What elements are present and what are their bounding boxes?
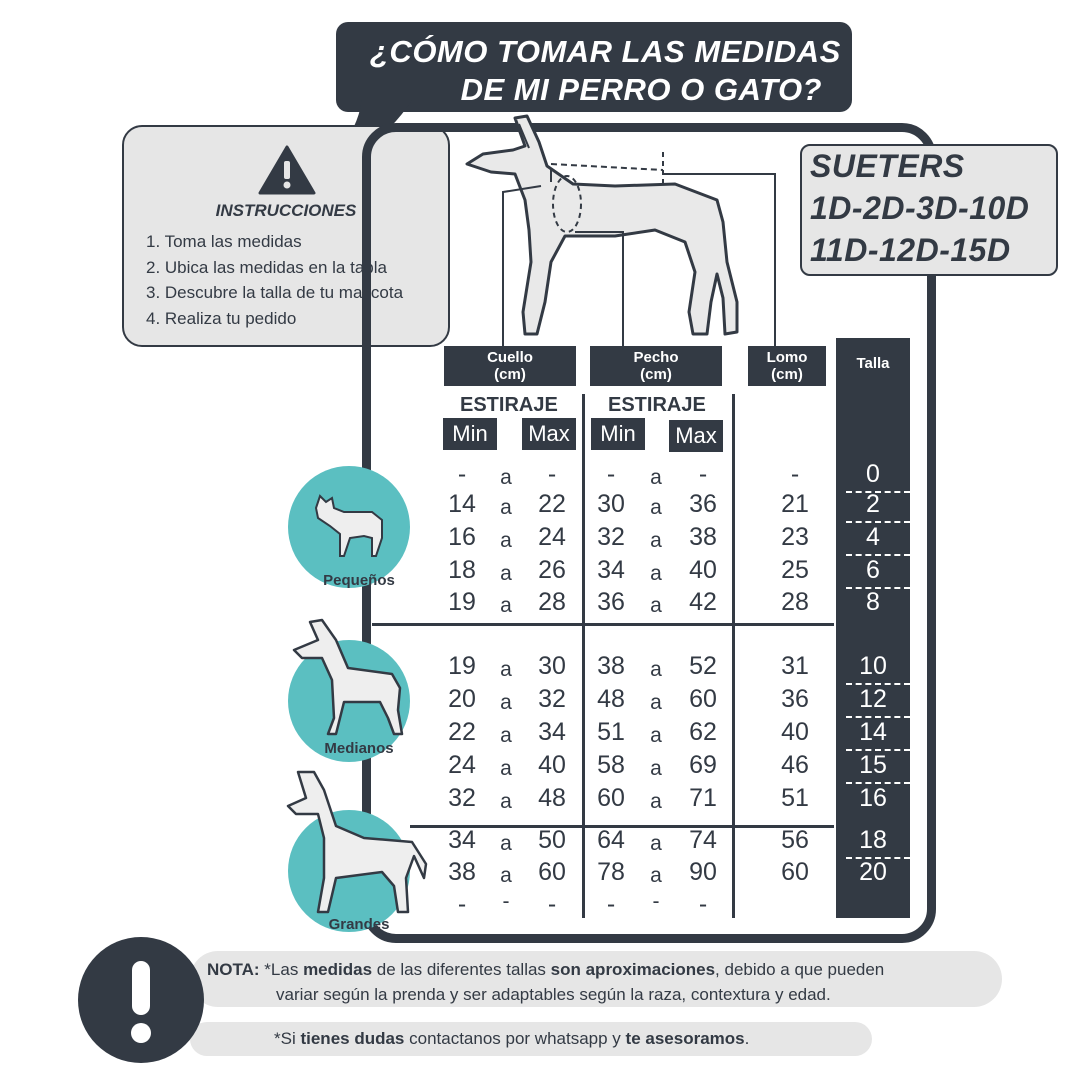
- instructions-heading: INSTRUCCIONES: [215, 201, 357, 220]
- header-cuello-unit: (cm): [494, 366, 526, 383]
- range-separator: a: [500, 724, 512, 747]
- note-text: Las: [270, 960, 304, 979]
- note-bold: son aproximaciones: [550, 960, 716, 979]
- note-text: .: [744, 1029, 750, 1048]
- range-separator: a: [500, 562, 512, 585]
- range-separator: a: [650, 496, 662, 519]
- cell-pecho-max: -: [698, 890, 708, 918]
- range-separator: a: [650, 562, 662, 585]
- category-grandes-label: Grandes: [328, 916, 390, 933]
- page-title-line1: ¿CÓMO TOMAR LAS MEDIDAS: [370, 34, 841, 69]
- cell-lomo: 23: [781, 523, 809, 551]
- instruction-step: 3. Descubre la talla de tu mascota: [146, 283, 404, 302]
- note-star: *: [264, 960, 271, 979]
- cell-cuello-min: 38: [448, 858, 476, 886]
- cell-cuello-min: 16: [448, 523, 476, 551]
- range-separator: a: [500, 529, 512, 552]
- cell-talla: 20: [859, 858, 887, 886]
- cuello-min-label: Min: [443, 418, 497, 450]
- cell-cuello-max: 40: [538, 751, 566, 779]
- cell-lomo: 28: [781, 588, 809, 616]
- range-separator: a: [500, 594, 512, 617]
- cell-cuello-min: 32: [448, 784, 476, 812]
- product-models-1: 1D-2D-3D-10D: [810, 190, 1030, 226]
- header-pecho-name: Pecho: [633, 349, 679, 366]
- page-title-line2: DE MI PERRO O GATO?: [460, 72, 822, 107]
- cell-lomo: 21: [781, 490, 809, 518]
- cell-cuello-max: -: [547, 890, 557, 918]
- range-separator: a: [650, 757, 662, 780]
- cell-talla: 2: [866, 490, 880, 518]
- cell-pecho-min: 38: [597, 652, 625, 680]
- header-lomo: [748, 346, 826, 386]
- cell-pecho-max: 69: [689, 751, 717, 779]
- cell-pecho-min: 30: [597, 490, 625, 518]
- cell-cuello-max: 22: [538, 490, 566, 518]
- product-name: SUETERS: [810, 148, 965, 184]
- cell-lomo: 51: [781, 784, 809, 812]
- divider-pecho-lomo: [732, 394, 735, 918]
- note-label: NOTA:: [207, 960, 260, 979]
- cell-cuello-min: 24: [448, 751, 476, 779]
- divider-pequenos-medianos: [372, 623, 834, 626]
- cell-talla: 4: [866, 523, 880, 551]
- cell-lomo: 60: [781, 858, 809, 886]
- cell-pecho-max: -: [698, 460, 708, 488]
- cell-cuello-min: 14: [448, 490, 476, 518]
- cell-pecho-max: 90: [689, 858, 717, 886]
- cell-talla: 15: [859, 751, 887, 779]
- divider-cuello-pecho: [582, 394, 585, 918]
- pecho-max-label: Max: [669, 420, 723, 452]
- range-separator: a: [500, 864, 512, 887]
- exclamation-icon: [78, 937, 204, 1063]
- cell-pecho-min: 60: [597, 784, 625, 812]
- medium-dog-icon: [288, 618, 416, 740]
- category-pequenos-label: Pequeños: [323, 572, 395, 589]
- cell-cuello-min: -: [457, 890, 467, 918]
- cell-pecho-min: 32: [597, 523, 625, 551]
- header-lomo-unit: (cm): [771, 366, 803, 383]
- cell-lomo: 56: [781, 826, 809, 854]
- cell-pecho-max: 36: [689, 490, 717, 518]
- cell-talla: 16: [859, 784, 887, 812]
- range-separator: a: [500, 757, 512, 780]
- cell-cuello-min: 19: [448, 588, 476, 616]
- cell-pecho-min: 48: [597, 685, 625, 713]
- cell-pecho-max: 74: [689, 826, 717, 854]
- cell-pecho-min: 51: [597, 718, 625, 746]
- cell-cuello-max: 32: [538, 685, 566, 713]
- instruction-step: 1. Toma las medidas: [146, 232, 302, 251]
- range-separator: a: [650, 864, 662, 887]
- title-bubble: [336, 22, 852, 112]
- cell-pecho-max: 38: [689, 523, 717, 551]
- range-separator: a: [650, 832, 662, 855]
- cell-cuello-max: 26: [538, 556, 566, 584]
- cell-cuello-min: 19: [448, 652, 476, 680]
- range-separator: -: [652, 890, 660, 913]
- cell-pecho-min: 64: [597, 826, 625, 854]
- small-dog-icon: [310, 490, 390, 566]
- cell-talla: 14: [859, 718, 887, 746]
- cell-talla: 8: [866, 588, 880, 616]
- cell-cuello-max: 30: [538, 652, 566, 680]
- header-pecho-unit: (cm): [640, 366, 672, 383]
- cell-talla: 0: [866, 460, 880, 488]
- cell-pecho-min: 58: [597, 751, 625, 779]
- cuello-max-label: Max: [522, 418, 576, 450]
- cell-cuello-min: 34: [448, 826, 476, 854]
- range-separator: a: [500, 496, 512, 519]
- cell-pecho-max: 71: [689, 784, 717, 812]
- cell-lomo: 31: [781, 652, 809, 680]
- cell-pecho-max: 60: [689, 685, 717, 713]
- range-separator: -: [502, 890, 510, 913]
- note-bold: medidas: [303, 960, 373, 979]
- cuello-estiraje: ESTIRAJE: [460, 394, 558, 416]
- cell-talla: 10: [859, 652, 887, 680]
- cell-cuello-max: 24: [538, 523, 566, 551]
- range-separator: a: [650, 691, 662, 714]
- header-cuello: [444, 346, 576, 386]
- range-separator: a: [500, 691, 512, 714]
- note-line2: variar según la prenda y ser adaptables según la raza, contextura y edad.: [276, 985, 831, 1004]
- note-text: contactanos por whatsapp y: [404, 1029, 626, 1048]
- range-separator: a: [650, 724, 662, 747]
- range-separator: a: [650, 658, 662, 681]
- pecho-min-label: Min: [591, 418, 645, 450]
- range-separator: a: [650, 790, 662, 813]
- cell-pecho-min: -: [606, 890, 616, 918]
- cell-pecho-max: 52: [689, 652, 717, 680]
- cell-lomo: -: [790, 460, 800, 488]
- pecho-estiraje: ESTIRAJE: [608, 394, 706, 416]
- range-separator: a: [650, 466, 662, 489]
- note-text: *Si: [274, 1029, 301, 1048]
- cell-cuello-max: 34: [538, 718, 566, 746]
- category-medianos-label: Medianos: [324, 740, 394, 757]
- range-separator: a: [500, 832, 512, 855]
- cell-talla: 18: [859, 826, 887, 854]
- note-text: de las diferentes tallas: [372, 960, 551, 979]
- note-bold: tienes dudas: [300, 1029, 405, 1048]
- cell-cuello-min: 18: [448, 556, 476, 584]
- cell-lomo: 36: [781, 685, 809, 713]
- note-bold: te asesoramos: [625, 1029, 745, 1048]
- note-text: , debido a que pueden: [715, 960, 885, 979]
- cell-cuello-min: -: [457, 460, 467, 488]
- cell-pecho-min: 34: [597, 556, 625, 584]
- cell-cuello-min: 20: [448, 685, 476, 713]
- cell-pecho-max: 42: [689, 588, 717, 616]
- cell-cuello-max: 48: [538, 784, 566, 812]
- cell-pecho-min: -: [606, 460, 616, 488]
- range-separator: a: [500, 658, 512, 681]
- cell-cuello-max: 28: [538, 588, 566, 616]
- header-pecho: [590, 346, 722, 386]
- cell-pecho-max: 62: [689, 718, 717, 746]
- warning-icon: [258, 145, 316, 195]
- cell-lomo: 25: [781, 556, 809, 584]
- instruction-step: 4. Realiza tu pedido: [146, 308, 297, 328]
- cell-talla: 6: [866, 556, 880, 584]
- product-box: [800, 144, 1058, 276]
- cell-cuello-max: 50: [538, 826, 566, 854]
- dog-measure-icon: [455, 112, 795, 352]
- cell-pecho-max: 40: [689, 556, 717, 584]
- header-cuello-name: Cuello: [487, 349, 533, 366]
- product-models-2: 11D-12D-15D: [810, 232, 1011, 268]
- note-line3: [274, 1029, 749, 1049]
- instruction-step: 2. Ubica las medidas en la tabla: [146, 257, 387, 277]
- cell-pecho-min: 36: [597, 588, 625, 616]
- range-separator: a: [650, 594, 662, 617]
- cell-cuello-max: -: [547, 460, 557, 488]
- range-separator: a: [500, 466, 512, 489]
- range-separator: a: [500, 790, 512, 813]
- header-talla: Talla: [856, 355, 890, 372]
- cell-cuello-max: 60: [538, 858, 566, 886]
- note-line1: [207, 960, 884, 980]
- cell-talla: 12: [859, 685, 887, 713]
- large-dog-icon: [284, 768, 430, 918]
- cell-pecho-min: 78: [597, 858, 625, 886]
- header-lomo-name: Lomo: [766, 349, 808, 366]
- range-separator: a: [650, 529, 662, 552]
- cell-lomo: 46: [781, 751, 809, 779]
- cell-cuello-min: 22: [448, 718, 476, 746]
- cell-lomo: 40: [781, 718, 809, 746]
